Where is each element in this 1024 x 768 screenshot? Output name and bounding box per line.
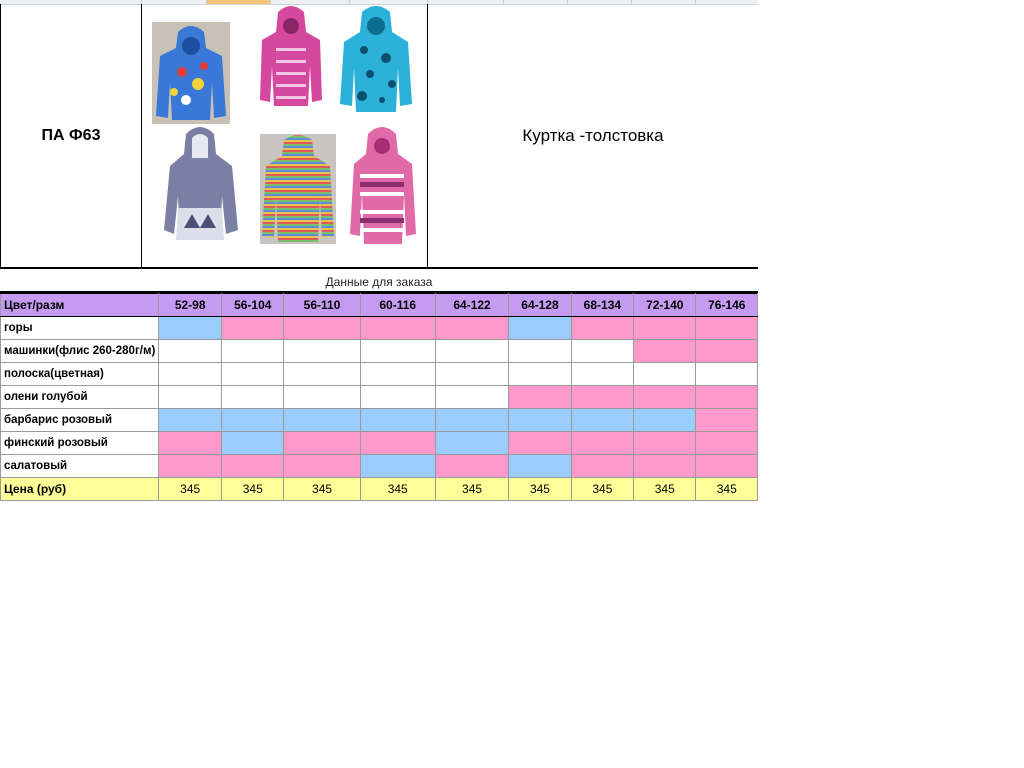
order-sheet — [0, 0, 758, 510]
availability-cell[interactable] — [435, 340, 508, 363]
availability-cell[interactable] — [360, 363, 435, 386]
order-data-label: Данные для заказа — [0, 269, 758, 293]
availability-cell[interactable] — [571, 386, 633, 409]
availability-cell[interactable] — [360, 409, 435, 432]
availability-cell[interactable] — [571, 409, 633, 432]
availability-cell[interactable] — [222, 409, 284, 432]
size-header-cell[interactable]: 56-110 — [284, 294, 360, 317]
availability-cell[interactable] — [284, 455, 360, 478]
hoodie-striped-photo — [260, 134, 336, 244]
availability-cell[interactable] — [509, 409, 571, 432]
hoodie-blue-cartoon-photo — [152, 22, 230, 124]
availability-cell[interactable] — [571, 363, 633, 386]
product-code: ПА Ф63 — [1, 4, 142, 267]
availability-cell[interactable] — [284, 317, 360, 340]
size-header-cell[interactable]: 72-140 — [634, 294, 696, 317]
color-label[interactable]: салатовый — [1, 455, 159, 478]
availability-cell[interactable] — [222, 363, 284, 386]
availability-cell[interactable] — [435, 386, 508, 409]
size-header-cell[interactable]: 52-98 — [159, 294, 222, 317]
availability-cell[interactable] — [159, 432, 222, 455]
hoodie-pink-nordic-photo — [346, 124, 420, 248]
availability-cell[interactable] — [284, 386, 360, 409]
hoodie-pink-pattern-photo — [258, 4, 324, 110]
availability-cell[interactable] — [571, 432, 633, 455]
size-header-cell[interactable]: 68-134 — [571, 294, 633, 317]
availability-cell[interactable] — [435, 455, 508, 478]
availability-cell[interactable] — [360, 317, 435, 340]
price-cell[interactable]: 345 — [159, 478, 222, 501]
availability-cell[interactable] — [159, 409, 222, 432]
price-cell[interactable]: 345 — [634, 478, 696, 501]
price-label[interactable]: Цена (руб) — [1, 478, 159, 501]
availability-cell[interactable] — [435, 409, 508, 432]
availability-cell[interactable] — [222, 317, 284, 340]
availability-cell[interactable] — [509, 386, 571, 409]
availability-cell[interactable] — [222, 386, 284, 409]
price-cell[interactable]: 345 — [222, 478, 284, 501]
order-grid — [0, 293, 758, 501]
availability-cell[interactable] — [634, 409, 696, 432]
availability-cell[interactable] — [509, 455, 571, 478]
product-header — [0, 4, 758, 269]
availability-cell[interactable] — [222, 432, 284, 455]
color-label[interactable]: олени голубой — [1, 386, 159, 409]
color-row — [1, 386, 758, 409]
availability-cell[interactable] — [360, 432, 435, 455]
price-cell[interactable]: 345 — [284, 478, 360, 501]
availability-cell[interactable] — [360, 340, 435, 363]
color-label[interactable]: барбарис розовый — [1, 409, 159, 432]
availability-cell[interactable] — [159, 340, 222, 363]
availability-cell[interactable] — [571, 317, 633, 340]
color-row — [1, 455, 758, 478]
availability-cell[interactable] — [284, 363, 360, 386]
color-label[interactable]: финский розовый — [1, 432, 159, 455]
availability-cell[interactable] — [509, 363, 571, 386]
availability-cell[interactable] — [696, 409, 758, 432]
availability-cell[interactable] — [284, 340, 360, 363]
availability-cell[interactable] — [159, 317, 222, 340]
availability-cell[interactable] — [509, 340, 571, 363]
size-header-cell[interactable]: 64-128 — [509, 294, 571, 317]
availability-cell[interactable] — [634, 363, 696, 386]
price-row — [1, 478, 758, 501]
availability-cell[interactable] — [435, 363, 508, 386]
price-cell[interactable]: 345 — [435, 478, 508, 501]
color-row — [1, 317, 758, 340]
price-cell[interactable]: 345 — [571, 478, 633, 501]
size-header-cell[interactable]: 76-146 — [696, 294, 758, 317]
size-header-cell[interactable]: 56-104 — [222, 294, 284, 317]
availability-cell[interactable] — [696, 340, 758, 363]
size-header-row — [1, 294, 758, 317]
availability-cell[interactable] — [435, 432, 508, 455]
availability-cell[interactable] — [696, 432, 758, 455]
availability-cell[interactable] — [360, 386, 435, 409]
color-row — [1, 363, 758, 386]
availability-cell[interactable] — [159, 386, 222, 409]
availability-cell[interactable] — [284, 409, 360, 432]
price-cell[interactable]: 345 — [509, 478, 571, 501]
availability-cell[interactable] — [634, 455, 696, 478]
availability-cell[interactable] — [634, 340, 696, 363]
availability-cell[interactable] — [634, 317, 696, 340]
availability-cell[interactable] — [634, 386, 696, 409]
size-header-cell[interactable]: 64-122 — [435, 294, 508, 317]
size-header-cell[interactable]: 60-116 — [360, 294, 435, 317]
color-row — [1, 432, 758, 455]
availability-cell[interactable] — [159, 363, 222, 386]
color-size-header[interactable]: Цвет/разм — [1, 294, 159, 317]
color-label[interactable]: горы — [1, 317, 159, 340]
price-cell[interactable]: 345 — [360, 478, 435, 501]
availability-cell[interactable] — [571, 455, 633, 478]
color-row — [1, 409, 758, 432]
availability-cell[interactable] — [696, 363, 758, 386]
availability-cell[interactable] — [159, 455, 222, 478]
price-cell[interactable]: 345 — [696, 478, 758, 501]
availability-cell[interactable] — [222, 340, 284, 363]
availability-cell[interactable] — [435, 317, 508, 340]
hoodie-turquoise-floral-photo — [336, 4, 416, 116]
availability-cell[interactable] — [571, 340, 633, 363]
availability-cell[interactable] — [696, 386, 758, 409]
availability-cell[interactable] — [696, 455, 758, 478]
availability-cell[interactable] — [696, 317, 758, 340]
color-label[interactable]: машинки(флис 260-280г/м) — [1, 340, 159, 363]
color-row — [1, 340, 758, 363]
color-label[interactable]: полоска(цветная) — [1, 363, 159, 386]
availability-cell[interactable] — [360, 455, 435, 478]
availability-cell[interactable] — [634, 432, 696, 455]
availability-cell[interactable] — [284, 432, 360, 455]
availability-cell[interactable] — [222, 455, 284, 478]
availability-cell[interactable] — [509, 317, 571, 340]
product-photos — [142, 4, 428, 267]
hoodie-grey-deer-photo — [162, 124, 242, 244]
product-name: Куртка -толстовка — [522, 125, 664, 145]
availability-cell[interactable] — [509, 432, 571, 455]
